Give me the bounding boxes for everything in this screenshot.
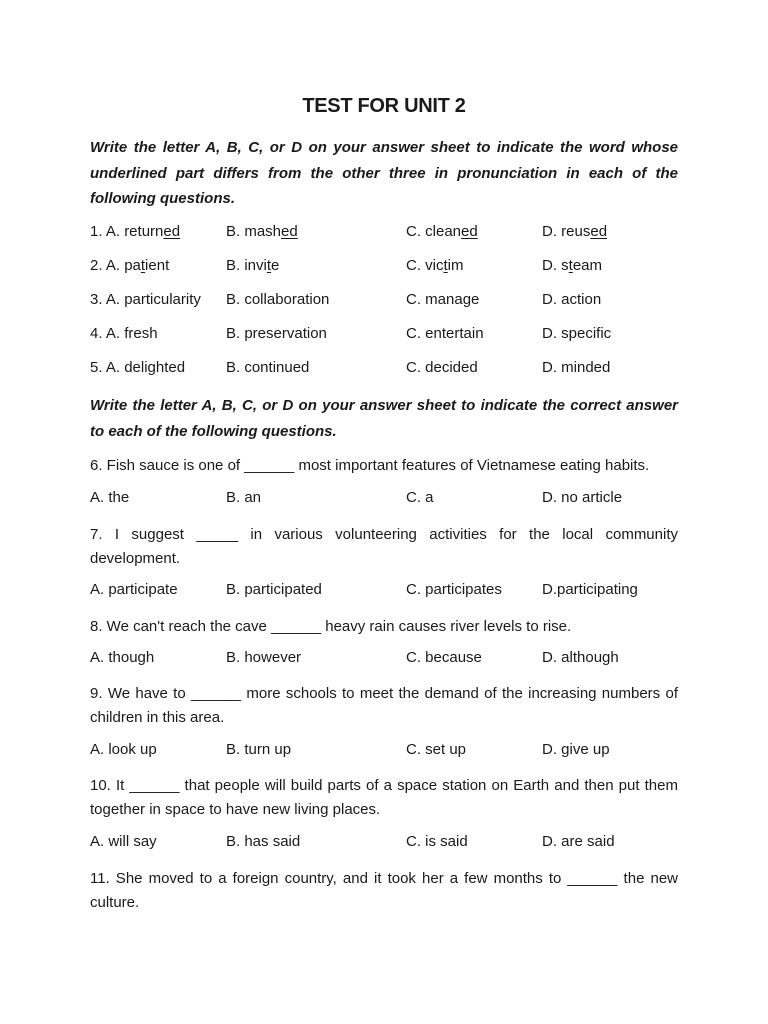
page-title: TEST FOR UNIT 2 bbox=[302, 95, 466, 117]
question-7: 7. I suggest _____ in various volunteering activities for the local community development. bbox=[90, 526, 678, 567]
option-6b: B. an bbox=[226, 489, 262, 506]
option-7c: C. participates bbox=[406, 581, 502, 598]
answer-row-7 bbox=[90, 581, 690, 603]
option-3a: 3. A. particularity bbox=[90, 291, 201, 308]
option-8d: D. although bbox=[542, 649, 619, 666]
option-2d: D. steam bbox=[542, 257, 603, 274]
option-4d: D. specific bbox=[542, 325, 612, 342]
option-10a: A. will say bbox=[90, 833, 157, 850]
option-4b: B. preservation bbox=[226, 325, 327, 342]
option-7a: A. participate bbox=[90, 581, 178, 598]
question-row-1 bbox=[90, 223, 690, 245]
option-9a: A. look up bbox=[90, 741, 157, 758]
question-row-4 bbox=[90, 325, 690, 347]
option-3d: D. action bbox=[542, 291, 602, 308]
option-7d: D.participating bbox=[542, 581, 638, 598]
question-8: 8. We can't reach the cave ______ heavy rain causes river levels to rise. bbox=[90, 618, 572, 635]
option-6c: C. a bbox=[406, 489, 434, 506]
option-1d: D. reused bbox=[542, 223, 608, 240]
question-row-3 bbox=[90, 291, 690, 313]
option-8c: C. because bbox=[406, 649, 482, 666]
question-9: 9. We have to ______ more schools to meet the demand of the increasing numbers of children in this area. bbox=[90, 685, 678, 726]
option-2c: C. victim bbox=[406, 257, 464, 274]
option-1b: B. mashed bbox=[226, 223, 298, 240]
option-6a: A. the bbox=[90, 489, 130, 506]
option-3c: C. manage bbox=[406, 291, 480, 308]
instruction-pronunciation: Write the letter A, B, C, or D on your answer sheet to indicate the word whose underlined part differs from the other three in pronunciation in each of the following questions. bbox=[90, 139, 678, 207]
question-row-5 bbox=[90, 359, 690, 381]
option-3b: B. collaboration bbox=[226, 291, 330, 308]
option-6d: D. no article bbox=[542, 489, 623, 506]
option-10b: B. has said bbox=[226, 833, 301, 850]
question-10: 10. It ______ that people will build parts of a space station on Earth and then put them together in space to have new living places. bbox=[90, 777, 678, 818]
option-4c: C. entertain bbox=[406, 325, 484, 342]
option-9d: D. give up bbox=[542, 741, 610, 758]
instruction-correct-answer: Write the letter A, B, C, or D on your answer sheet to indicate the correct answer to each of the following questions. bbox=[90, 397, 678, 440]
option-5c: C. decided bbox=[406, 359, 478, 376]
answer-row-9 bbox=[90, 741, 690, 763]
option-9b: B. turn up bbox=[226, 741, 292, 758]
question-row-2 bbox=[90, 257, 690, 279]
answer-row-6 bbox=[90, 489, 690, 511]
option-5b: B. continued bbox=[226, 359, 310, 376]
option-1c: C. cleaned bbox=[406, 223, 478, 240]
option-5a: 5. A. delighted bbox=[90, 359, 186, 376]
option-8a: A. though bbox=[90, 649, 155, 666]
question-6: 6. Fish sauce is one of ______ most important features of Vietnamese eating habits. bbox=[90, 457, 650, 474]
option-7b: B. participated bbox=[226, 581, 322, 598]
option-2a: 2. A. patient bbox=[90, 257, 170, 274]
answer-row-10 bbox=[90, 833, 690, 855]
option-10d: D. are said bbox=[542, 833, 615, 850]
option-5d: D. minded bbox=[542, 359, 611, 376]
option-2b: B. invite bbox=[226, 257, 280, 274]
option-9c: C. set up bbox=[406, 741, 467, 758]
option-8b: B. however bbox=[226, 649, 302, 666]
option-1a: 1. A. returned bbox=[90, 223, 181, 240]
answer-row-8 bbox=[90, 649, 690, 671]
option-10c: C. is said bbox=[406, 833, 468, 850]
question-11: 11. She moved to a foreign country, and it took her a few months to ______ the new culture. bbox=[90, 870, 678, 911]
option-4a: 4. A. fresh bbox=[90, 325, 158, 342]
